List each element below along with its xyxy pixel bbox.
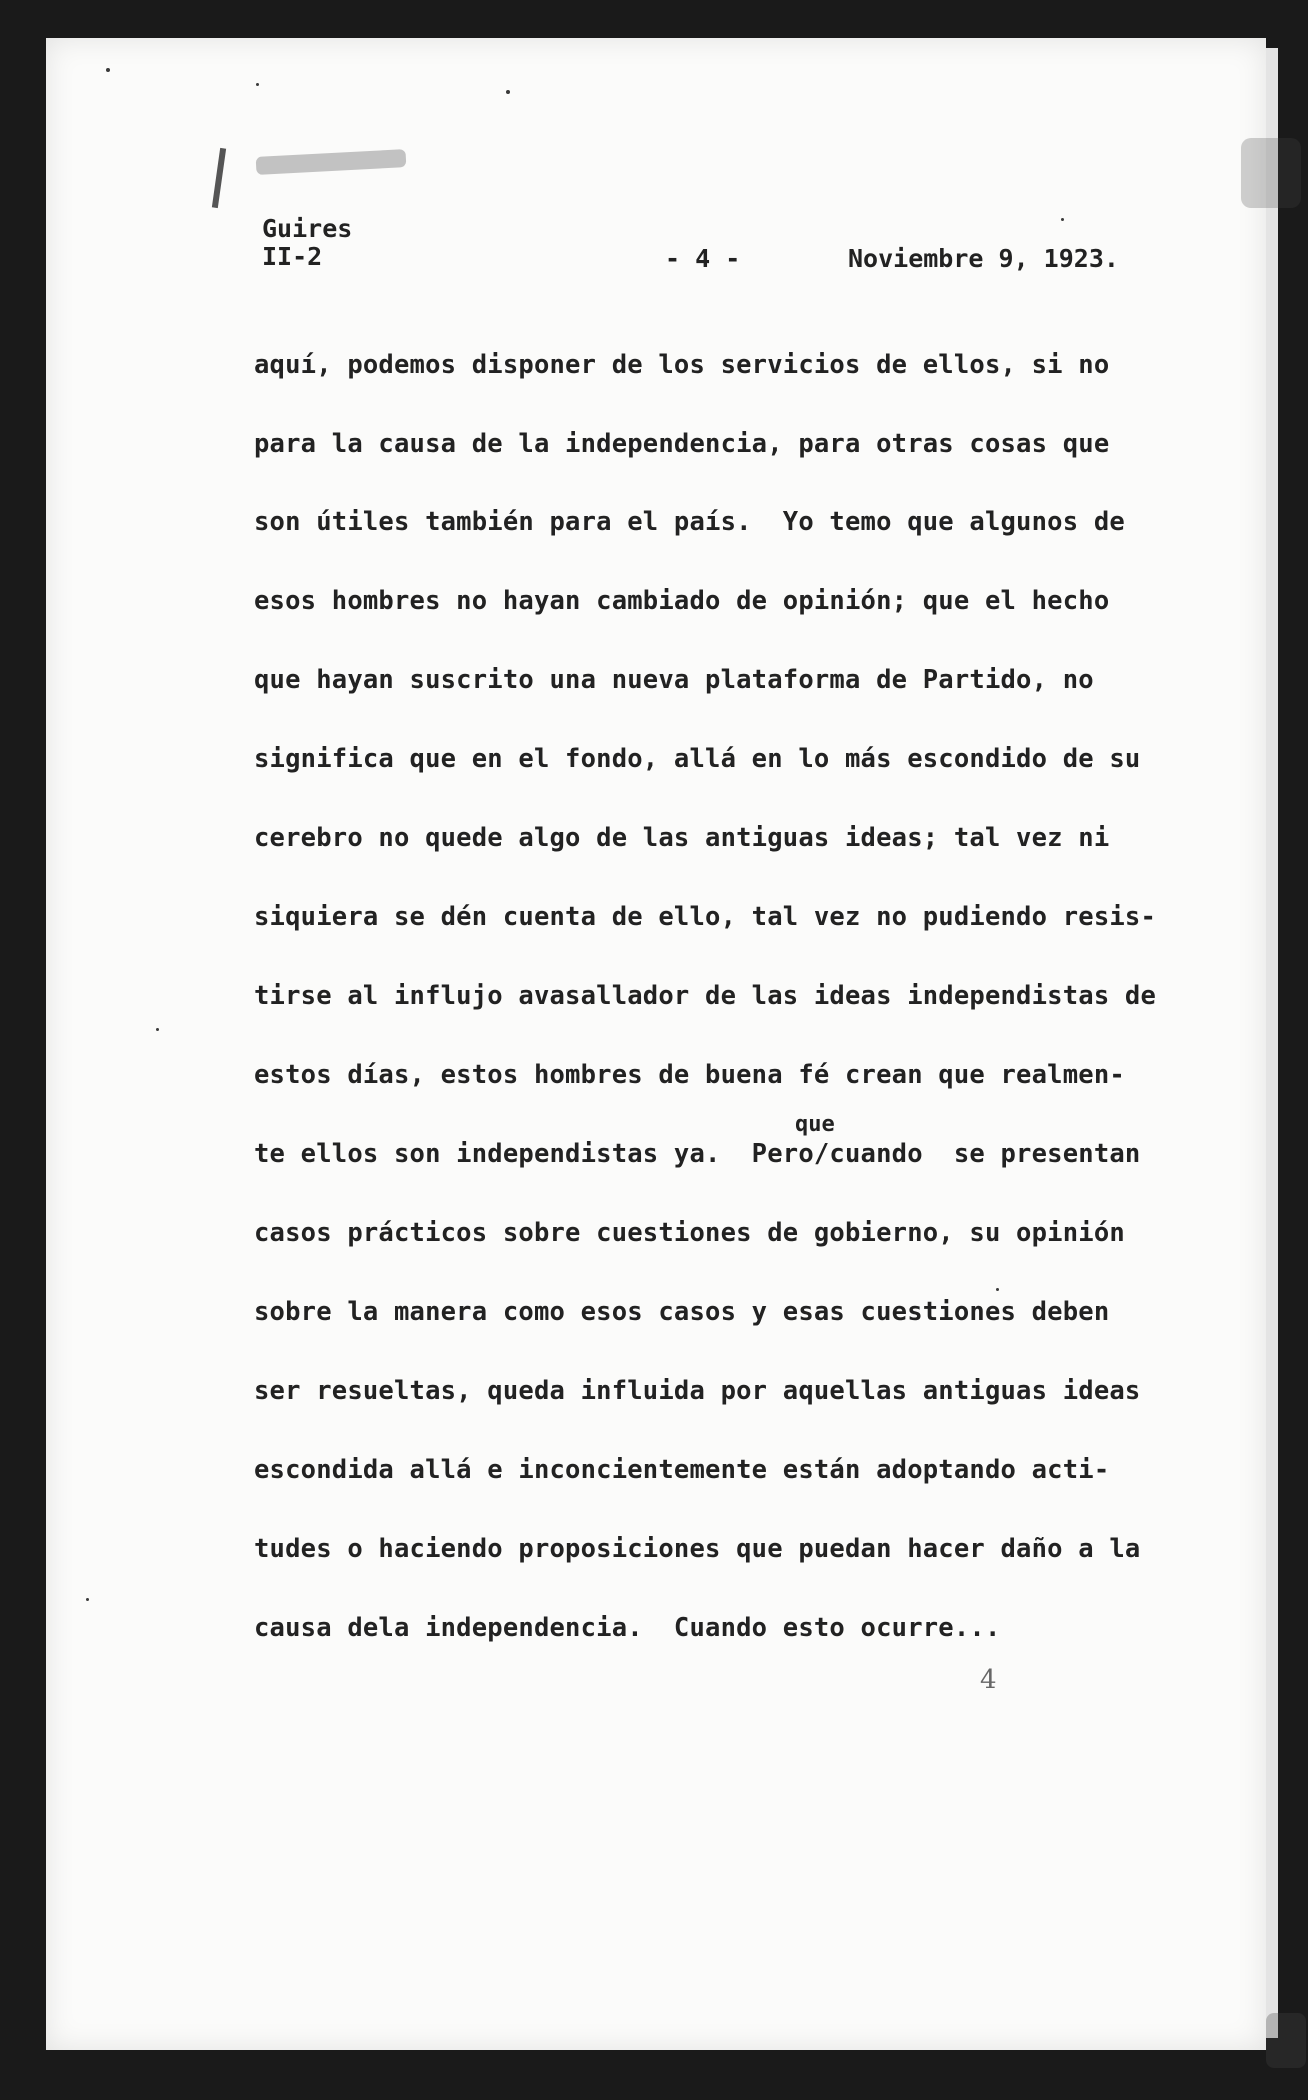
body-line: sobre la manera como esos casos y esas cuestiones deben — [254, 1297, 1110, 1327]
body-line: causa dela independencia. Cuando esto ocurre... — [254, 1613, 1001, 1643]
body-line: escondida allá e inconcientemente están adoptando acti- — [254, 1455, 1110, 1485]
speck — [1061, 218, 1064, 221]
body-line: que hayan suscrito una nueva plataforma de Partido, no — [254, 665, 1094, 695]
speck — [156, 1028, 159, 1031]
body-line: esos hombres no hayan cambiado de opinión; que el hecho — [254, 586, 1110, 616]
document-page — [46, 38, 1266, 2050]
body-line: tirse al influjo avasallador de las ideas independistas de — [254, 981, 1157, 1011]
body-line: son útiles también para el país. Yo temo que algunos de — [254, 507, 1125, 537]
pencil-mark: 4 — [980, 1665, 997, 1695]
body-line: tudes o haciendo proposiciones que puedan hacer daño a la — [254, 1534, 1141, 1564]
speck — [106, 68, 110, 72]
body-line: te ellos son independistas ya. Pero/cuando se presentan — [254, 1139, 1141, 1169]
page-number: - 4 - — [665, 244, 741, 273]
body-line: estos días, estos hombres de buena fé crean que realmen- — [254, 1060, 1125, 1090]
speck — [506, 90, 510, 94]
scan-mark — [212, 148, 226, 208]
body-line: cerebro no quede algo de las antiguas ideas; tal vez ni — [254, 823, 1110, 853]
scan-smudge — [1266, 2013, 1306, 2068]
body-line: siquiera se dén cuenta de ello, tal vez no pudiendo resis- — [254, 902, 1157, 932]
header-date: Noviembre 9, 1923. — [848, 244, 1119, 273]
scan-smudge — [1241, 138, 1301, 208]
typed-insertion: que — [795, 1112, 835, 1137]
body-line: casos prácticos sobre cuestiones de gobierno, su opinión — [254, 1218, 1125, 1248]
body-line: significa que en el fondo, allá en lo más escondido de su — [254, 744, 1141, 774]
header-code: II-2 — [262, 242, 323, 271]
header-name: Guires — [262, 214, 353, 243]
body-line: aquí, podemos disponer de los servicios de ellos, si no — [254, 350, 1110, 380]
speck — [86, 1598, 89, 1601]
speck — [996, 1288, 999, 1291]
body-line: para la causa de la independencia, para otras cosas que — [254, 429, 1110, 459]
body-line: ser resueltas, queda influida por aquellas antiguas ideas — [254, 1376, 1141, 1406]
scan-smudge — [256, 149, 407, 175]
speck — [256, 83, 259, 86]
